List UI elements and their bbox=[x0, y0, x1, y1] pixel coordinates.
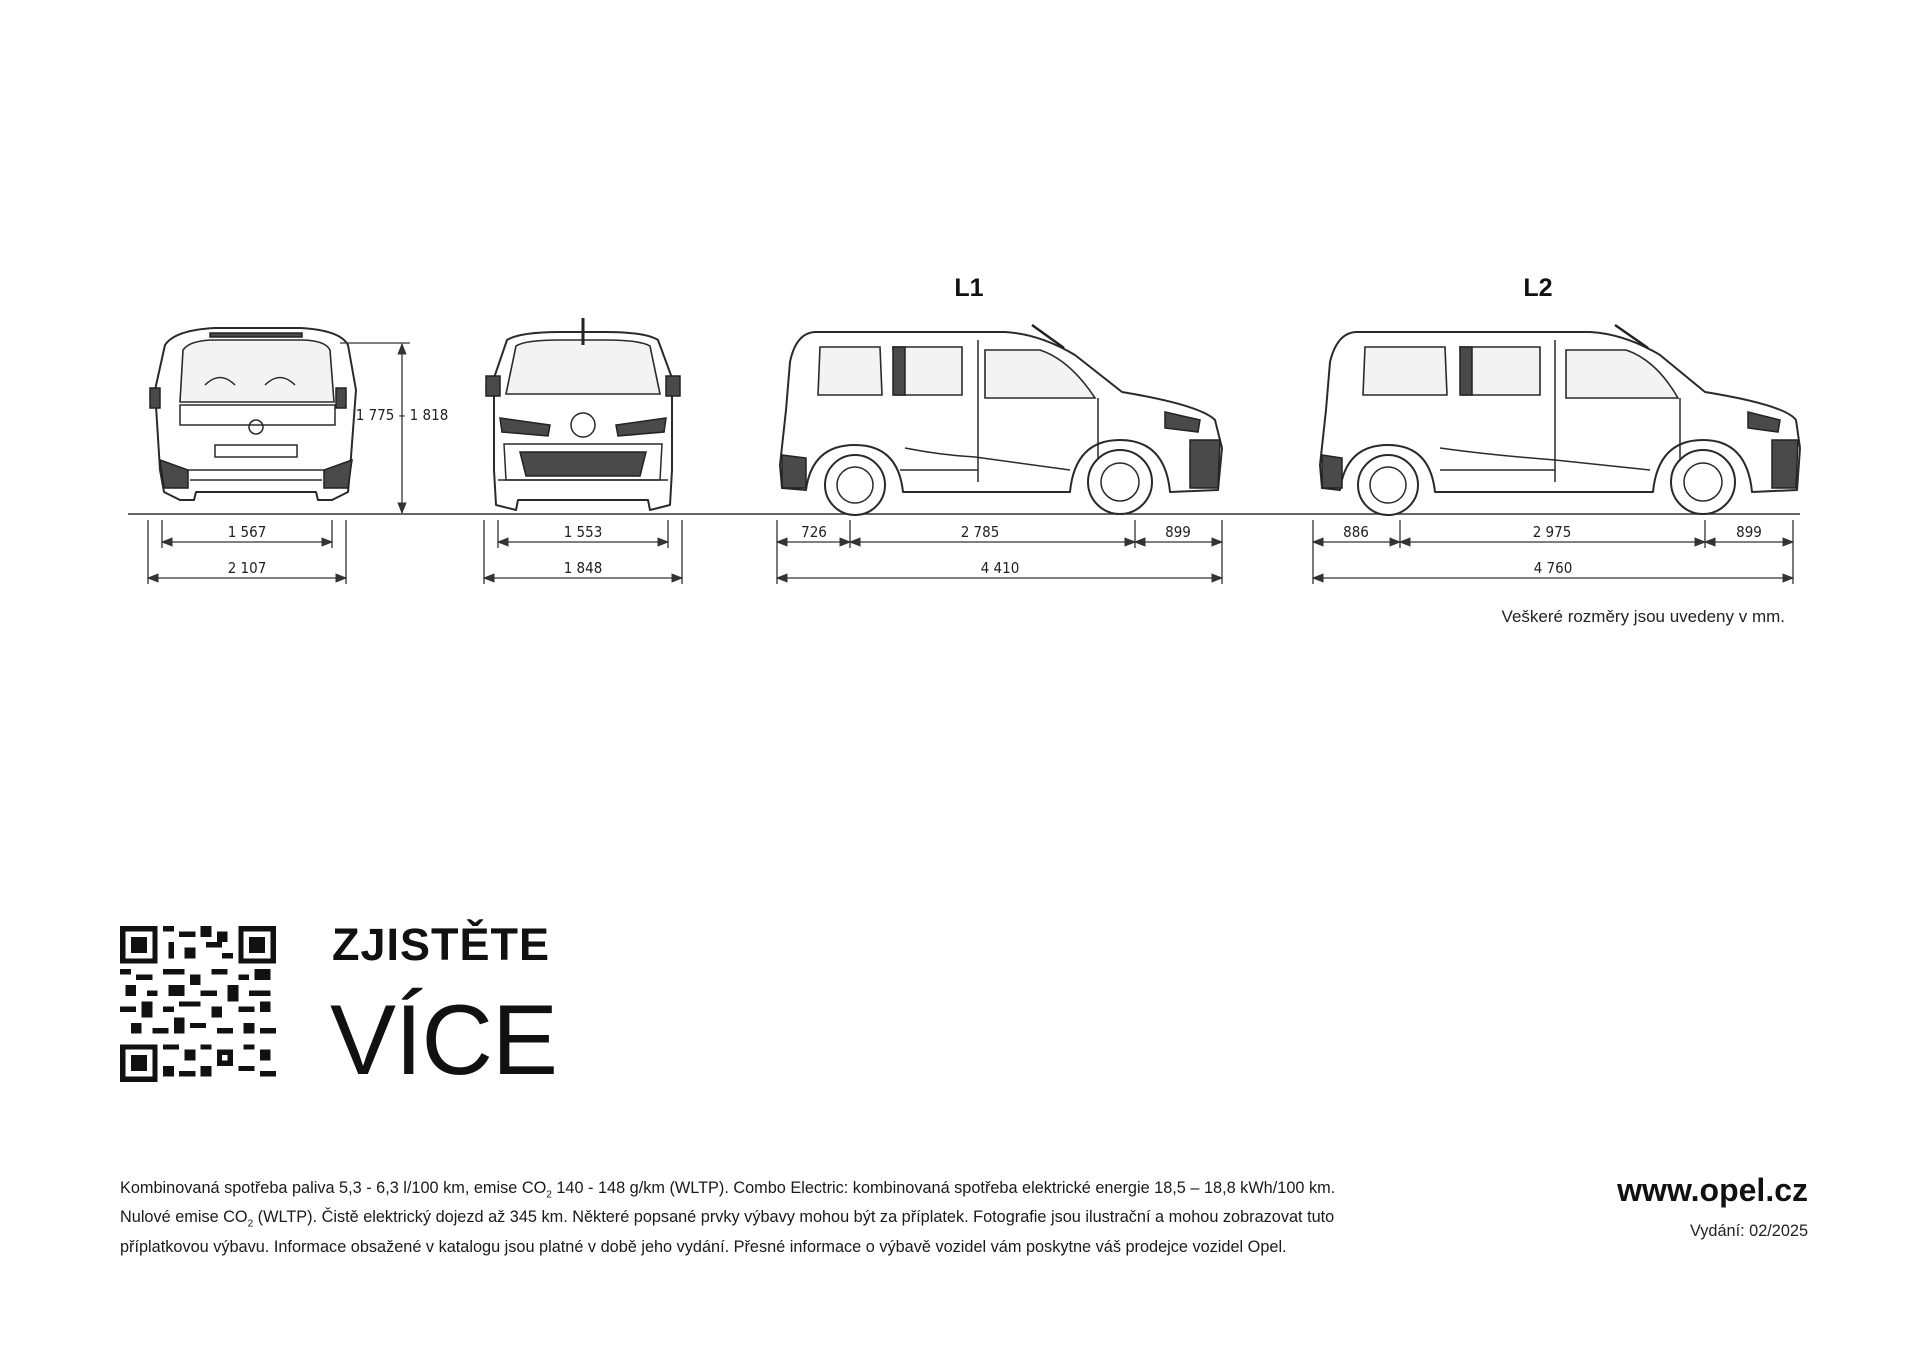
rear-width-dimension: 2 107 bbox=[227, 559, 267, 577]
disclaimer-line-3: příplatkovou výbavu. Informace obsažené v katalogu jsou platné v době jeho vydání. Přesné informace o výbavě vozidel vám poskytne váš prodejce vozidel Opel. bbox=[120, 1237, 1287, 1256]
front-width-dimension: 1 848 bbox=[563, 559, 603, 577]
l2-front-overhang: 886 bbox=[1343, 523, 1369, 541]
l1-rear-overhang: 899 bbox=[1165, 523, 1191, 541]
l2-side-view-van bbox=[1320, 325, 1800, 515]
front-view-van bbox=[486, 318, 680, 510]
l1-length: 4 410 bbox=[980, 559, 1020, 577]
rear-track-dimension: 1 567 bbox=[227, 523, 267, 541]
variant-label-l2: L2 bbox=[1523, 274, 1553, 302]
disclaimer-text bbox=[120, 1177, 1520, 1259]
l1-front-overhang: 726 bbox=[801, 523, 827, 541]
disclaimer-line-2: Nulové emise $CO_2$ (WLTP). Čistě elektrický dojezd až 345 km. Některé popsané prvky výbavy mohou být za příplatek. Fotografie jsou ilustrační a mohou zobrazovat tuto bbox=[120, 1208, 1335, 1230]
l2-length: 4 760 bbox=[1533, 559, 1573, 577]
l2-rear-overhang: 899 bbox=[1736, 523, 1762, 541]
l2-wheelbase: 2 975 bbox=[1532, 523, 1572, 541]
units-note: Veškeré rozměry jsou uvedeny v mm. bbox=[1501, 607, 1785, 626]
website-link[interactable]: www.opel.cz bbox=[1617, 1172, 1808, 1208]
variant-label-l1: L1 bbox=[954, 274, 984, 302]
l1-wheelbase: 2 785 bbox=[960, 523, 1000, 541]
front-track-dimension: 1 553 bbox=[563, 523, 603, 541]
qr-code[interactable] bbox=[120, 926, 276, 1082]
cta-subtitle: VÍCE bbox=[330, 984, 558, 1095]
height-dimension: 1 775 – 1 818 bbox=[355, 406, 449, 424]
edition-label: Vydání: 02/2025 bbox=[1690, 1222, 1808, 1240]
cta-title: ZJISTĚTE bbox=[332, 919, 551, 970]
rear-view-van bbox=[150, 328, 356, 500]
disclaimer-line-1: Kombinovaná spotřeba paliva 5,3 - 6,3 l/100 km, emise $CO_2$ 140 - 148 g/km (WLTP). Combo Electric: kombinovaná spotřeba elektrické energie 18,5 – 18,8 kWh/100 km. bbox=[120, 1179, 1336, 1201]
l1-side-view-van bbox=[780, 325, 1222, 515]
